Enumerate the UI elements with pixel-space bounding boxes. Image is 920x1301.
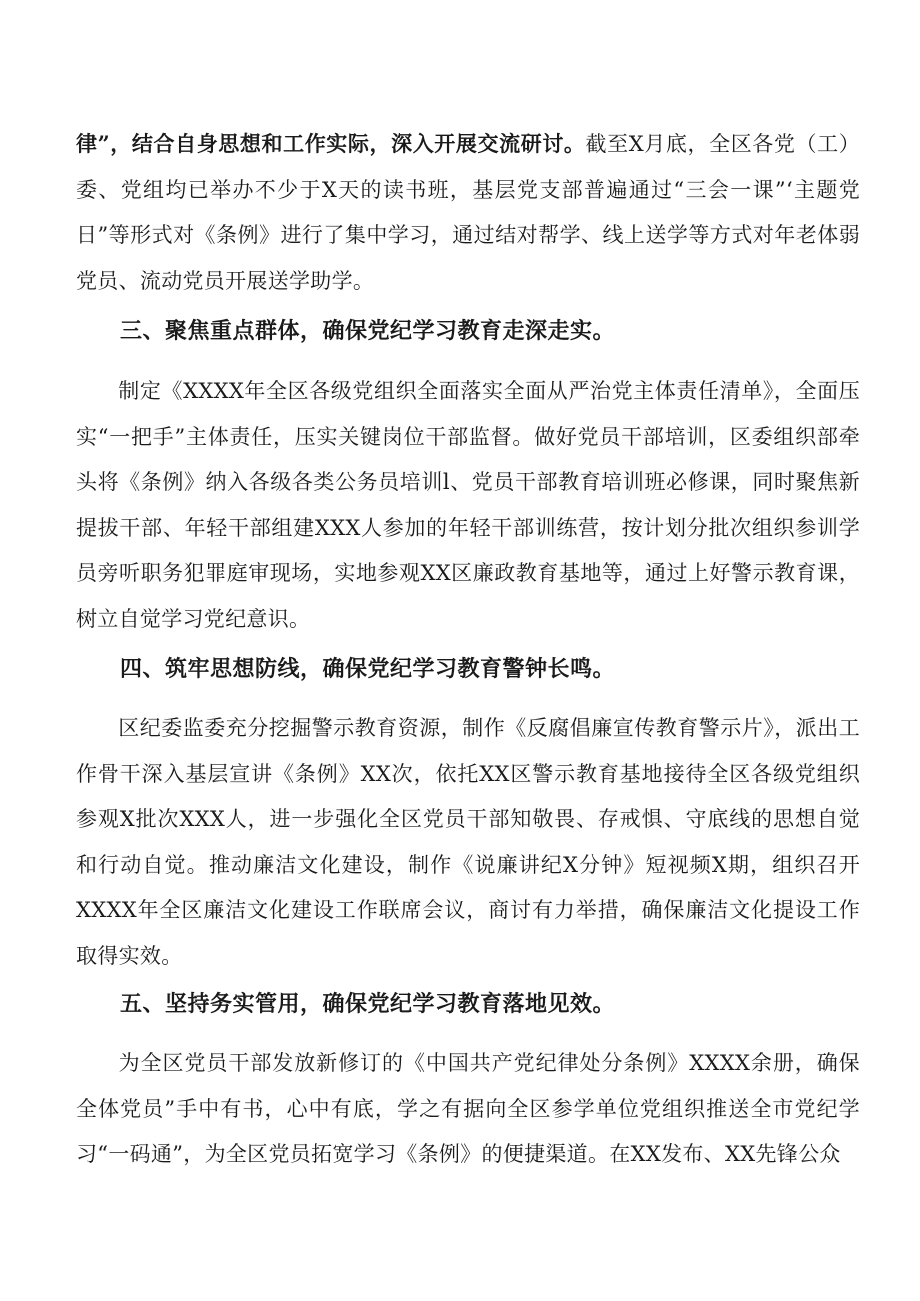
paragraph-2 [76, 369, 860, 642]
section-heading-3: 三、聚焦重点群体，确保党纪学习教育走深走实。 [120, 319, 616, 344]
paragraph-2-text: 制定《XXXX年全区各级党组织全面落实全面从严治党主体责任清单》，全面压实“一把手”主体责任，压实关键岗位干部监督。做好党员干部培训，区委组织部牵头将《条例》纳入各级各类公务员培训l、党员干部教育培训班必修课，同时聚焦新提拔干部、年轻干部组建XXX人参加的年轻干部训练营，按计划分批次组织参训学员旁听职务犯罪庭审现场，实地参观XX区廉政教育基地等，通过上好警示教育课，树立自觉学习党纪意识。 [76, 379, 860, 631]
section-heading-4: 四、筑牢思想防线，确保党纪学习教育警钟长鸣。 [120, 657, 616, 682]
paragraph-1-bold-lead: 律”，结合自身思想和工作实际，深入开展交流研讨。 [76, 131, 586, 156]
paragraph-3 [76, 706, 860, 979]
paragraph-1-text: 截至X月底，全区各党（工）委、党组均已举办不少于X天的读书班，基层党支部普遍通过“三会一课”‘主题党日”等形式对《条例》进行了集中学习，通过结对帮学、线上送学等方式对年老体弱党员、流动党员开展送学助学。 [76, 132, 861, 293]
section-heading-5: 五、坚持务实管用，确保党纪学习教育落地见效。 [120, 992, 616, 1017]
paragraph-3-text: 区纪委监委充分挖掘警示教育资源，制作《反腐倡廉宣传教育警示片》，派出工作骨干深入基层宣讲《条例》XX次，依托XX区警示教育基地接待全区各级党组织参观X批次XXX人，进一步强化全区党员干部知敬畏、存戒惧、守底线的思想自觉和行动自觉。推动廉洁文化建设，制作《说廉讲纪X分钟》短视频X期，组织召开XXXX年全区廉洁文化建设工作联席会议，商讨有力举措，确保廉洁文化提设工作取得实效。 [76, 716, 860, 968]
paragraph-4 [76, 1041, 860, 1178]
paragraph-1 [76, 121, 860, 304]
paragraph-4-text: 为全区党员干部发放新修订的《中国共产党纪律处分条例》XXXX余册，确保全体党员”手中有书，心中有底，学之有据向全区参学单位党组织推送全市党纪学习“一码通”，为全区党员拓宽学习《条例》的便捷渠道。在XX发布、XX先锋公众 [76, 1051, 860, 1166]
